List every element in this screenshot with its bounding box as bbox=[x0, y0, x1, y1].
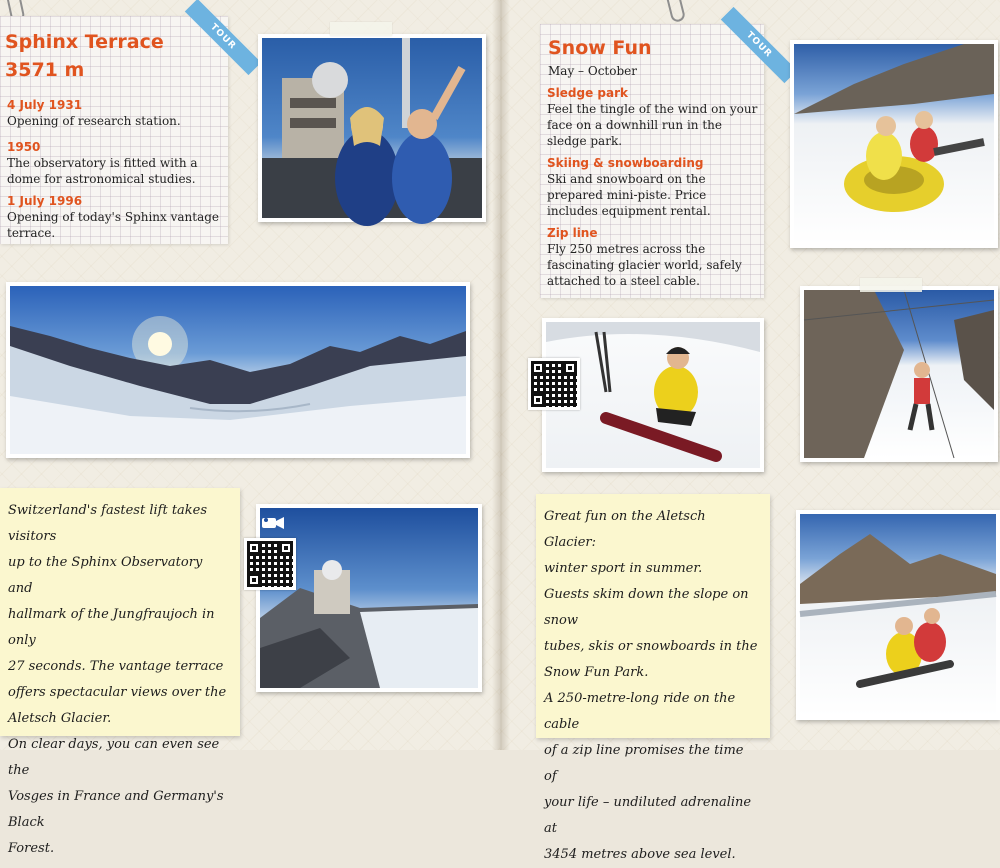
snow-tube-illustration bbox=[794, 44, 994, 244]
sphinx-observatory-illustration bbox=[260, 508, 478, 688]
note-line: Forest. bbox=[8, 841, 55, 856]
note-line: Vosges in France and Germany's Black bbox=[8, 789, 224, 830]
activity-text: Ski and snowboard on the prepared mini-piste. Price includes equipment rental. bbox=[547, 172, 711, 218]
activity-text: Fly 250 metres across the fascinating glacier world, safely attached to a steel cable. bbox=[547, 242, 742, 288]
note-line: 27 seconds. The vantage terrace bbox=[8, 659, 224, 674]
activity-entry bbox=[547, 156, 758, 219]
tour-badge: TOUR bbox=[185, 0, 261, 75]
tour-badge: TOUR bbox=[721, 7, 797, 83]
entry-date: 4 July 1931 bbox=[7, 98, 83, 112]
activity-name: Sledge park bbox=[547, 86, 628, 100]
sphinx-terrace-card bbox=[0, 16, 238, 244]
sphinx-title-line1: Sphinx Terrace bbox=[5, 31, 164, 53]
entry-date: 1950 bbox=[7, 140, 41, 154]
photo-sledge-ride bbox=[796, 510, 1000, 720]
note-line: offers spectacular views over the bbox=[8, 685, 227, 700]
entry-text: Opening of today's Sphinx vantage terrace. bbox=[7, 210, 220, 240]
photo-sphinx-observatory bbox=[256, 504, 482, 692]
activity-name: Zip line bbox=[547, 226, 598, 240]
video-camera-icon bbox=[262, 516, 284, 530]
activity-text: Feel the tingle of the wind on your face on a downhill run in the sledge park. bbox=[547, 102, 758, 148]
snow-fun-season: May – October bbox=[548, 64, 637, 78]
qr-code-left[interactable] bbox=[244, 538, 296, 590]
photo-snow-tube bbox=[790, 40, 998, 248]
note-line: your life – undiluted adrenaline at bbox=[544, 795, 752, 836]
sphinx-handwritten-note bbox=[0, 488, 240, 856]
activity-name: Skiing & snowboarding bbox=[547, 156, 704, 170]
note-line: Switzerland's fastest lift takes visitors bbox=[8, 503, 208, 544]
entry-text: Opening of research station. bbox=[7, 114, 181, 128]
snow-fun-card bbox=[540, 24, 774, 298]
note-line: hallmark of the Jungfraujoch in only bbox=[8, 607, 215, 648]
photo-observatory-visitors bbox=[258, 34, 486, 222]
note-line: Guests skim down the slope on snow bbox=[544, 587, 749, 628]
note-line: Great fun on the Aletsch Glacier: bbox=[544, 509, 706, 550]
book-spine bbox=[492, 0, 510, 750]
note-line: winter sport in summer. bbox=[544, 561, 703, 576]
note-line: On clear days, you can even see the bbox=[8, 737, 220, 778]
qr-code-right[interactable] bbox=[528, 358, 580, 410]
zip-line-illustration bbox=[804, 290, 994, 458]
photo-glacier-panorama bbox=[6, 282, 470, 458]
entry-date: 1 July 1996 bbox=[7, 194, 83, 208]
note-line: of a zip line promises the time of bbox=[544, 743, 744, 784]
activity-entry bbox=[547, 86, 758, 149]
note-line: A 250-metre-long ride on the cable bbox=[544, 691, 736, 732]
note-line: tubes, skis or snowboards in the bbox=[544, 639, 758, 654]
tape-strip bbox=[330, 22, 392, 36]
sledge-ride-illustration bbox=[800, 514, 996, 716]
glacier-panorama-illustration bbox=[10, 286, 466, 454]
entry-text: The observatory is fitted with a dome for astronomical studies. bbox=[7, 156, 198, 186]
tape-strip bbox=[860, 278, 922, 292]
tour-ribbon bbox=[170, 16, 238, 74]
activity-entry bbox=[547, 226, 758, 289]
snow-fun-title: Snow Fun bbox=[548, 37, 652, 59]
note-line: Aletsch Glacier. bbox=[8, 711, 112, 726]
timeline-entry bbox=[7, 194, 222, 241]
note-line: Snow Fun Park. bbox=[544, 665, 649, 680]
note-line: 3454 metres above sea level. bbox=[544, 847, 736, 862]
photo-zip-line bbox=[800, 286, 998, 462]
timeline-entry bbox=[7, 98, 222, 129]
timeline-entry bbox=[7, 140, 222, 187]
observatory-visitors-illustration bbox=[262, 38, 482, 218]
tour-ribbon bbox=[706, 24, 774, 82]
note-line: up to the Sphinx Observatory and bbox=[8, 555, 203, 596]
sphinx-title-line2: 3571 m bbox=[5, 59, 85, 81]
snow-fun-handwritten-note bbox=[536, 494, 770, 862]
